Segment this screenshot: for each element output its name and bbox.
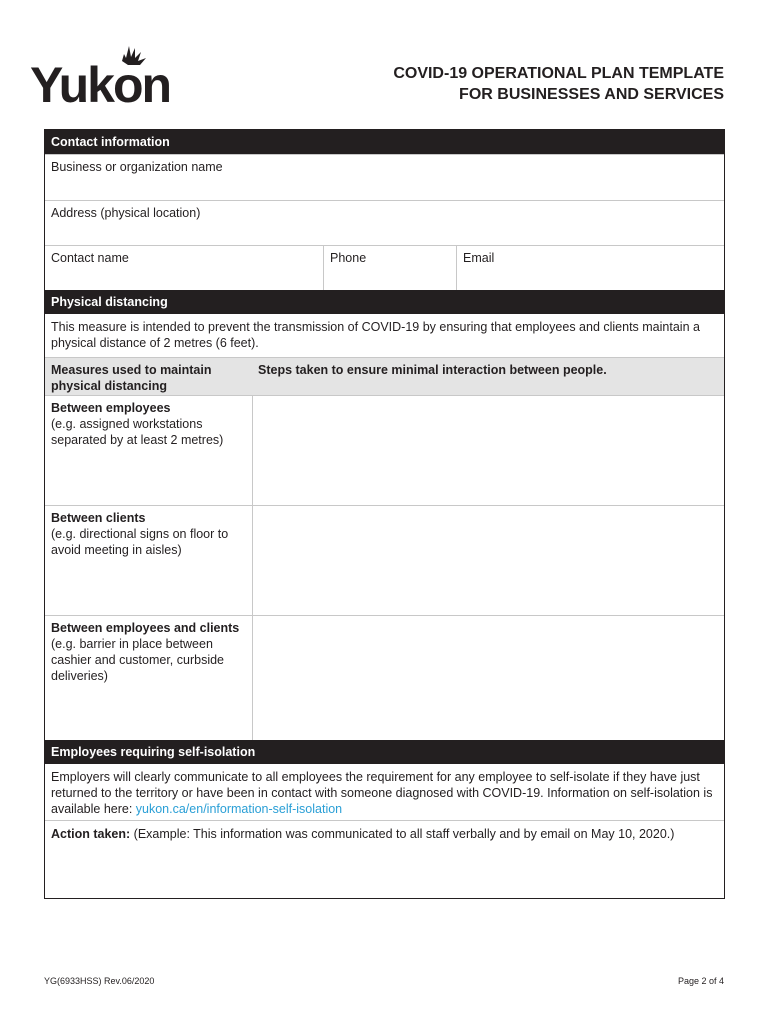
isolation-body: Employers will clearly communicate to all employees the requirement for any employee to self-isolate if they have just returned to the territory or have been in contact with someone diagnosed with COVID-19. Information on self-isolation is available here: [51,770,713,816]
business-name-label: Business or organization name [51,160,223,174]
action-taken-label: Action taken: [51,827,131,841]
steps-input-employees-clients[interactable] [252,616,724,740]
measure-example: (e.g. directional signs on floor to avoid meeting in aisles) [51,527,229,557]
title-line-2: FOR BUSINESSES AND SERVICES [459,86,724,103]
self-isolation-link[interactable]: yukon.ca/en/information-self-isolation [135,802,343,816]
measure-description [45,396,252,505]
form-id: YG(6933HSS) Rev.06/2020 [44,976,155,986]
email-label: Email [463,251,495,265]
measure-title: Between clients [51,511,146,525]
address-field[interactable] [45,200,724,245]
steps-input-clients[interactable] [252,506,724,615]
contact-section-heading: Contact information [45,130,724,154]
logo-wordmark: Yukon [30,57,171,106]
address-label: Address (physical location) [51,206,201,220]
distancing-section-heading: Physical distancing [45,290,724,314]
measure-title: Between employees and clients [51,621,240,635]
action-taken-field[interactable] [45,820,724,898]
measure-example: (e.g. barrier in place between cashier and customer, curbside deliveries) [51,637,225,683]
email-field[interactable] [456,246,724,290]
contact-name-field[interactable] [45,246,323,290]
steps-column-header: Steps taken to ensure minimal interaction between people. [258,363,607,377]
contact-name-label: Contact name [51,251,129,265]
measure-row-employees-clients [45,615,724,740]
phone-field[interactable] [323,246,456,290]
steps-input-employees[interactable] [252,396,724,505]
measure-example: (e.g. assigned workstations separated by at least 2 metres) [51,417,224,447]
measure-title: Between employees [51,401,171,415]
distancing-table-header [45,357,724,395]
yukon-logo [30,44,172,106]
measure-row-clients [45,505,724,615]
isolation-text [45,764,724,820]
phone-label: Phone [330,251,367,265]
measure-description [45,506,252,615]
contact-row [45,245,724,290]
distancing-intro: This measure is intended to prevent the transmission of COVID-19 by ensuring that employees and clients maintain a physical distance of 2 metres (6 feet). [51,320,700,350]
title-line-1: COVID-19 OPERATIONAL PLAN TEMPLATE [393,65,724,82]
measure-row-employees [45,395,724,505]
measures-column-header: Measures used to maintain physical distancing [51,363,212,393]
business-name-field[interactable] [45,154,724,200]
page-number: Page 2 of 4 [677,976,724,986]
document-title [264,63,724,105]
operational-plan-form [44,129,725,899]
measure-description [45,616,252,740]
isolation-section-heading: Employees requiring self-isolation [45,740,724,764]
action-taken-example: (Example: This information was communicated to all staff verbally and by email on May 10, 2020.) [130,827,675,841]
